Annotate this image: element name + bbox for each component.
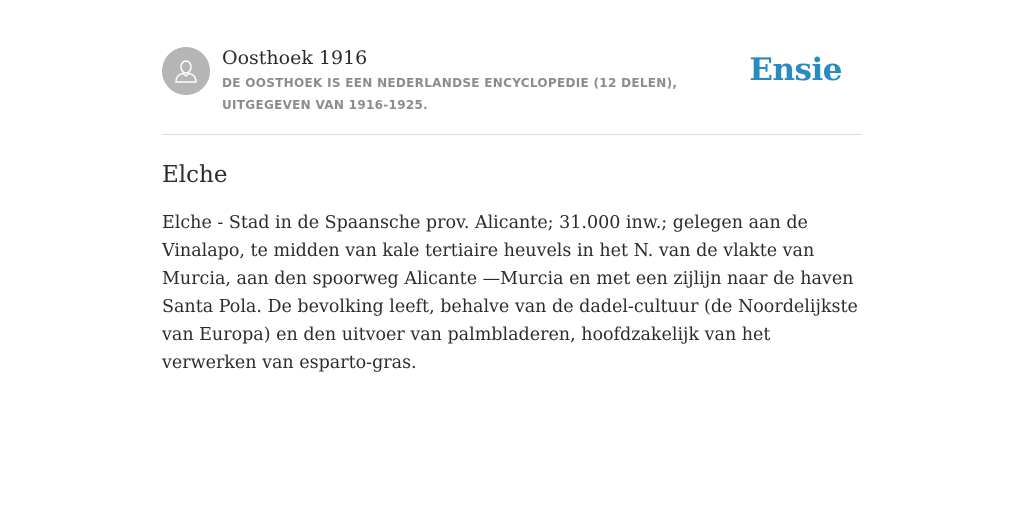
source-name[interactable]: Oosthoek 1916 [222,47,368,69]
ensie-logo[interactable]: Ensie [749,52,842,88]
source-avatar[interactable] [162,47,210,95]
source-description: DE OOSTHOEK IS EEN NEDERLANDSE ENCYCLOPEDIE (12 DELEN), UITGEGEVEN VAN 1916-1925. [222,76,678,112]
page-container [162,44,862,377]
source-header [162,44,862,135]
entry-text: Elche - Stad in de Spaansche prov. Alicante; 31.000 inw.; gelegen aan de Vinalapo, te midden van kale tertiaire heuvels in het N. van de vlakte van Murcia, aan den spoorweg Alicante —Murcia en met een zijlijn naar de haven Santa Pola. De bevolking leeft, behalve van de dadel-cultuur (de Noordelijkste van Europa) en den uitvoer van palmbladeren, hoofdzakelijk van het verwerken van esparto-gras. [162,213,858,373]
user-icon [172,57,200,85]
entry-title: Elche [162,162,228,188]
